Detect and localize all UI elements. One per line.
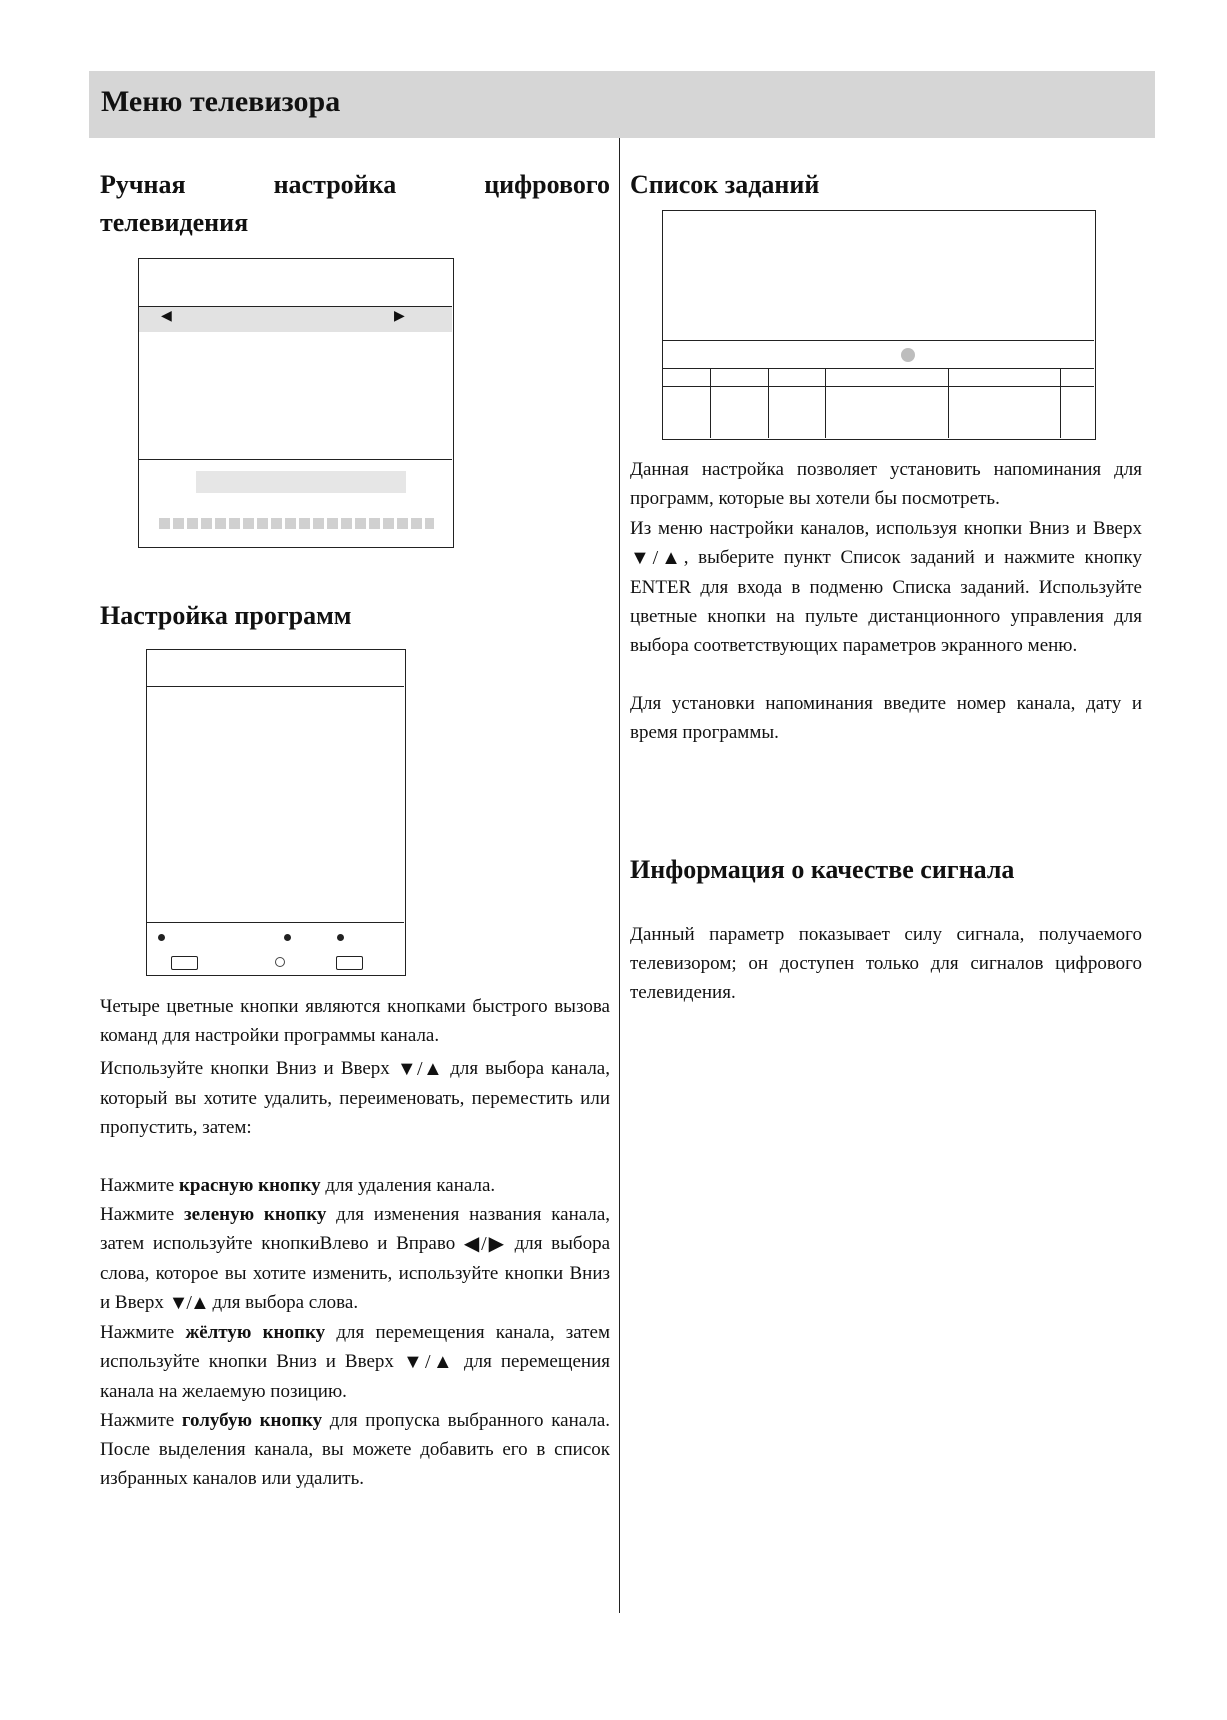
down-up-arrows-icon: ▼/▲ <box>630 547 684 569</box>
column-divider <box>619 138 620 1613</box>
down-up-arrows-icon: ▼/▲ <box>396 1058 444 1080</box>
down-up-arrows-icon: ▼/▲ <box>168 1292 208 1314</box>
program-setup-osd-diagram <box>146 649 406 976</box>
dot-icon <box>284 934 291 941</box>
signal-info-text <box>630 920 1142 1007</box>
schedule-list-osd-diagram <box>662 210 1096 440</box>
manual-tuning-osd-diagram <box>138 258 454 548</box>
gray-dot-icon <box>901 348 915 362</box>
left-body-text <box>100 992 610 1493</box>
page-title: Меню телевизора <box>101 85 341 118</box>
paragraph-yellow-button: Нажмите жёлтую кнопку для перемещения канала, затем используйте кнопки Вниз и Вверх ▼/▲ для перемещения канала на желаемую позицию. <box>100 1322 611 1402</box>
right-triangle-icon: ▶ <box>394 309 405 324</box>
down-up-arrows-icon: ▼/▲ <box>402 1351 455 1373</box>
section-signal-info <box>630 851 1145 889</box>
page-header <box>89 71 1155 138</box>
paragraph-reminder-desc: Данная настройка позволяет установить напоминания для программ, которые вы хотели бы посмотреть. <box>630 459 1142 509</box>
osd-signal-bar <box>196 471 406 493</box>
section-title-schedule-list: Список заданий <box>630 170 820 199</box>
paragraph-green-button: Нажмите зеленую кнопку для изменения названия канала, затем используйте кнопкиВлево и Вправо ◀/▶ для выбора слова, которое вы хотите изменить, используйте кнопки Вниз и Вверх ▼/▲ для выбора слова. <box>100 1204 611 1314</box>
dot-icon <box>158 934 165 941</box>
dot-icon <box>337 934 344 941</box>
paragraph-reminder-set: Для установки напоминания введите номер канала, дату и время программы. <box>630 693 1142 743</box>
paragraph-color-buttons: Четыре цветные кнопки являются кнопками быстрого вызова команд для настройки программы канала. <box>100 996 610 1046</box>
left-triangle-icon: ◀ <box>161 309 172 324</box>
paragraph-blue-button: Нажмите голубую кнопку для пропуска выбранного канала. После выделения канала, вы можете добавить его в список избранных каналов или удалить. <box>100 1410 610 1489</box>
paragraph-schedule-nav: Из меню настройки каналов, используя кнопки Вниз и Вверх ▼/▲, выберите пункт Список заданий и нажмите кнопку ENTER для входа в подменю Списка заданий. Используйте цветные кнопки на пульте дистанционного управления для выбора соответствующих параметров экранного меню. <box>630 518 1142 656</box>
osd-progress-segments <box>159 518 434 529</box>
paragraph-signal-info: Данный параметр показывает силу сигнала, получаемого телевизором; он доступен только для сигналов цифрового телевидения. <box>630 924 1142 1003</box>
osd-selected-row <box>139 307 452 332</box>
section-title-manual-digital: Ручная настройка цифрового <box>100 170 610 199</box>
section-manual-digital-tuning <box>100 166 610 242</box>
circle-outline-icon <box>275 957 285 967</box>
left-right-arrows-icon: ◀/▶ <box>463 1233 506 1255</box>
section-program-setup <box>100 597 610 635</box>
section-title-manual-digital-line2: телевидения <box>100 208 249 237</box>
button-outline-icon <box>336 956 363 970</box>
section-title-program-setup: Настройка программ <box>100 601 352 630</box>
paragraph-select-channel: Используйте кнопки Вниз и Вверх ▼/▲ для выбора канала, который вы хотите удалить, переименовать, переместить или пропустить, затем: <box>100 1058 610 1138</box>
right-body-text <box>630 455 1142 747</box>
section-title-signal-info: Информация о качестве сигнала <box>630 855 1015 884</box>
section-schedule-list <box>630 166 1145 204</box>
button-outline-icon <box>171 956 198 970</box>
paragraph-red-button: Нажмите красную кнопку для удаления канала. <box>100 1175 496 1196</box>
